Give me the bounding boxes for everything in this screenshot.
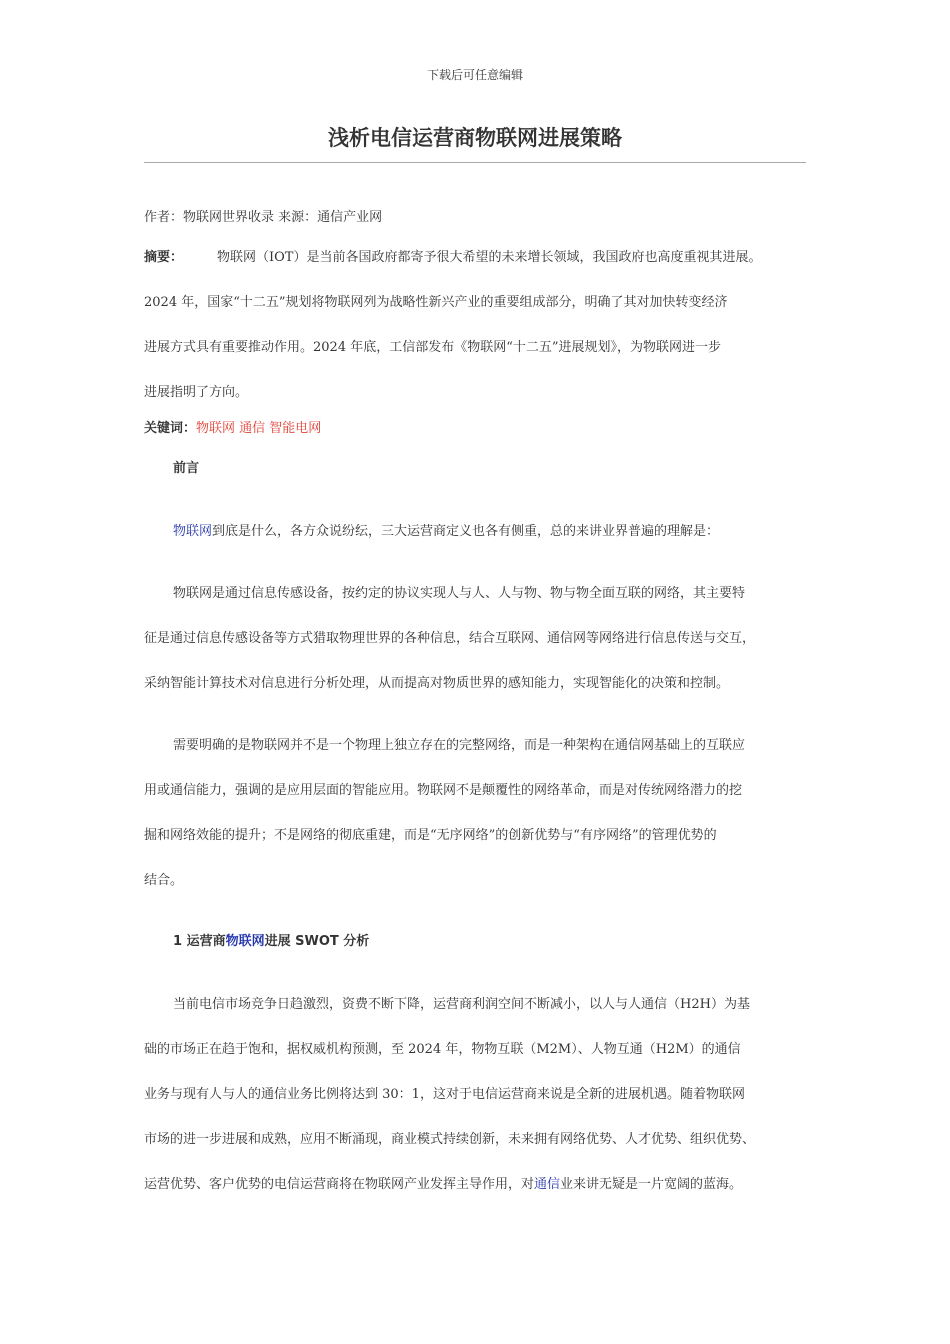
header-note: 下载后可任意编辑: [426, 68, 523, 82]
section1-line-1: 当前电信市场竞争日趋激烈，资费不断下降，运营商利润空间不断减小，以人与人通信（H2H）为基: [173, 997, 750, 1012]
section1-heading-pre: 1 运营商: [173, 934, 226, 949]
section1-line-4: 市场的进一步进展和成熟，应用不断涌现，商业模式持续创新，未来拥有网络优势、人才优势、组织优势、: [144, 1132, 756, 1147]
section1-heading: [173, 930, 369, 949]
keywords-label: 关键词：: [144, 421, 197, 436]
section1-iot-link[interactable]: 物联网: [225, 934, 265, 949]
section1-line-2: 础的市场正在趋于饱和，据权威机构预测，至 2024 年，物物互联（M2M）、人物互通（H2M）的通信: [144, 1042, 741, 1057]
byline: 作者：物联网世界收录 来源：通信产业网: [144, 210, 383, 225]
page-title: 浅析电信运营商物联网进展策略: [328, 126, 622, 150]
section1-line-5: [144, 1173, 742, 1192]
iot-link[interactable]: 物联网: [173, 524, 213, 539]
para3-line-4: 结合。: [144, 873, 184, 888]
abstract-label: 摘要：: [144, 250, 184, 265]
keywords-value[interactable]: 物联网 通信 智能电网: [196, 421, 322, 436]
title-divider: [144, 162, 806, 163]
telecom-link[interactable]: 通信: [534, 1177, 561, 1192]
abstract-line-3: 进展方式具有重要推动作用。2024 年底，工信部发布《物联网“十二五”进展规划》，为物联网进一步: [144, 340, 722, 355]
para2-line-2: 征是通过信息传感设备等方式猎取物理世界的各种信息，结合互联网、通信网等网络进行信息传送与交互，: [144, 631, 756, 646]
preface-intro-text: 到底是什么，各方众说纷纭，三大运营商定义也各有侧重，总的来讲业界普遍的理解是：: [212, 524, 720, 539]
keywords-line: [144, 417, 321, 436]
para3-line-3: 掘和网络效能的提升；不是网络的彻底重建，而是“无序网络”的创新优势与“有序网络”的管理优势的: [144, 828, 717, 843]
para2-line-1: 物联网是通过信息传感设备，按约定的协议实现人与人、人与物、物与物全面互联的网络，其主要特: [173, 586, 746, 601]
section1-line-3: 业务与现有人与人的通信业务比例将达到 30：1，这对于电信运营商来说是全新的进展机遇。随着物联网: [144, 1087, 745, 1102]
para3-line-1: 需要明确的是物联网并不是一个物理上独立存在的完整网络，而是一种架构在通信网基础上的互联应: [173, 738, 746, 753]
section1-heading-post: 进展 SWOT 分析: [264, 934, 370, 949]
section1-line-5-pre: 运营优势、客户优势的电信运营商将在物联网产业发挥主导作用，对: [144, 1177, 535, 1192]
para2-line-3: 采纳智能计算技术对信息进行分析处理，从而提高对物质世界的感知能力，实现智能化的决策和控制。: [144, 676, 730, 691]
abstract-line-4: 进展指明了方向。: [144, 385, 249, 400]
para3-line-2: 用或通信能力，强调的是应用层面的智能应用。物联网不是颠覆性的网络革命，而是对传统网络潜力的挖: [144, 783, 743, 798]
abstract-line-2: 2024 年，国家“十二五”规划将物联网列为战略性新兴产业的重要组成部分，明确了其对加快转变经济: [144, 295, 728, 310]
abstract-text: 物联网（IOT）是当前各国政府都寄予很大希望的未来增长领域，我国政府也高度重视其进展。: [217, 250, 762, 265]
section1-line-5-post: 业来讲无疑是一片宽阔的蓝海。: [560, 1177, 743, 1192]
preface-intro: [173, 520, 719, 539]
abstract-line-1: [144, 246, 761, 265]
preface-heading: 前言: [173, 461, 200, 476]
